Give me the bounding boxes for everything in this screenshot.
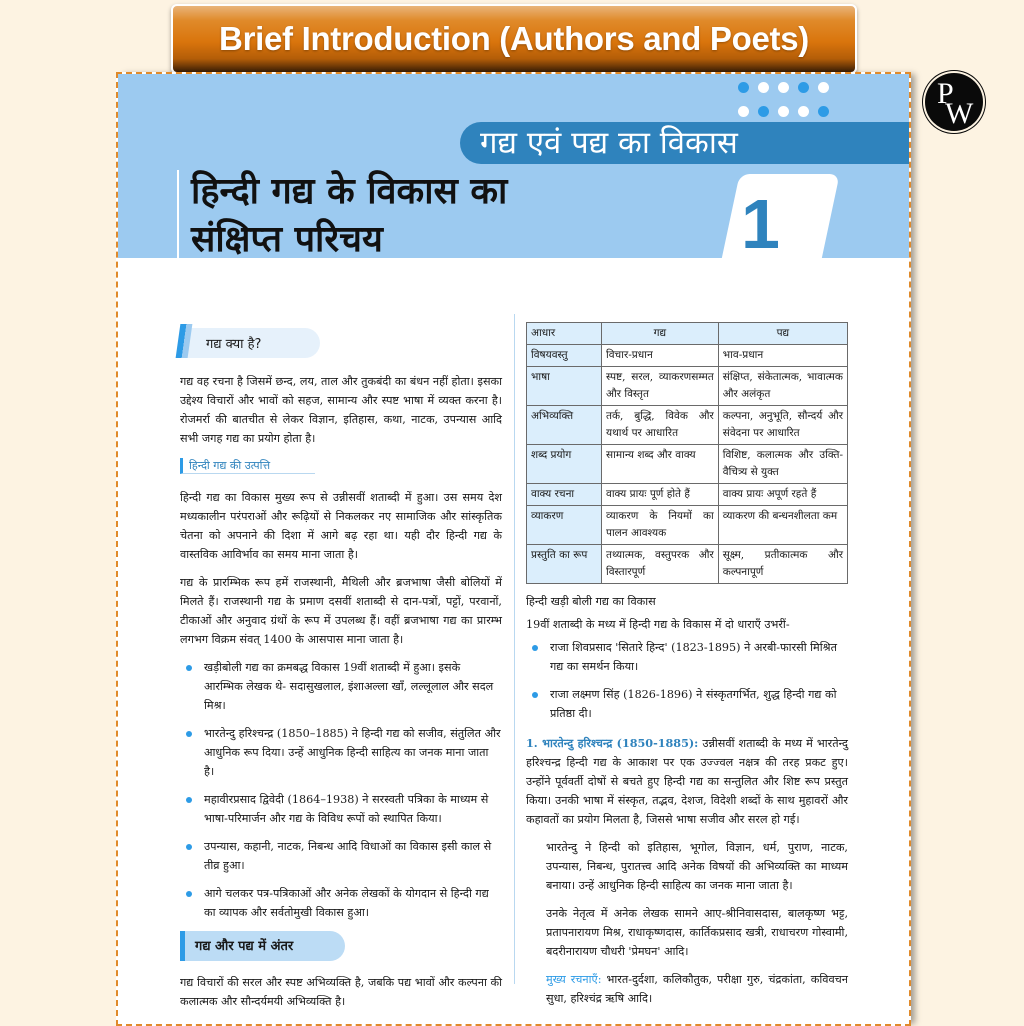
numbered-item [526,734,848,829]
heading-label: गद्य क्या है? [206,337,262,352]
table-cell: वाक्य प्रायः पूर्ण होते हैं [602,484,719,506]
table-cell: विषयवस्तु [527,345,602,367]
table-cell: व्याकरण के नियमों का पालन आवश्यक [602,506,719,545]
paragraph: हिन्दी गद्य का विकास मुख्य रूप से उन्नीसवीं शताब्दी में हुआ। उस समय देश मध्यकालीन परंपराओं और रूढ़ियों से निकलकर नए सामाजिक और सांस्कृतिक चेतना को अपनाने की दिशा में आगे बढ़ रहा था। यही दौर हिन्दी गद्य के वास्तविक आविर्भाव का समय माना जाता है। [180,491,502,561]
table-cell: वाक्य प्रायः अपूर्ण रहते हैं [718,484,847,506]
item-text: उन्नीसवीं शताब्दी के मध्य में भारतेन्दु हरिश्चन्द्र हिन्दी गद्य के आकाश पर एक उज्ज्वल नक्षत्र की तरह प्रकट हुए। उन्होंने पूर्ववर्ती दोषों से बचते हुए हिन्दी गद्य का सन्तुलित और शिष्ट रूप प्रस्तुत किया। उनकी भाषा में संस्कृत, तद्भव, देशज, विदेशी शब्दों के साथ मुहावरों और कहावतों का प्रयोग मिलता है, जिससे भाषा सजीव और सरल हो गई। [526,737,849,827]
table-row [527,484,848,506]
table-cell: तर्क, बुद्धि, विवेक और यथार्थ पर आधारित [602,406,719,445]
title-divider [177,170,179,262]
list-item: भारतेन्दु हरिश्चन्द्र (1850–1885) ने हिन्दी गद्य को सजीव, संतुलित और आधुनिक रूप दिया। उन्हें आधुनिक हिन्दी साहित्य का जनक माना जाता है। [180,724,502,781]
subheading-origin: हिन्दी गद्य की उत्पत्ति [180,458,315,474]
paragraph: गद्य विचारों की सरल और स्पष्ट अभिव्यक्ति है, जबकि पद्य भावों और कल्पना की कलात्मक और सौन्दर्यमयी अभिव्यक्ति है। [180,976,502,1008]
top-banner [171,4,857,74]
table-cell: व्याकरण [527,506,602,545]
table-row [527,545,848,584]
section-pill: गद्य एवं पद्य का विकास [460,122,911,164]
table-cell: भाषा [527,367,602,406]
table-row [527,345,848,367]
table-header: गद्य [602,323,719,345]
banner-title: Brief Introduction (Authors and Poets) [219,20,809,57]
table-header: पद्य [718,323,847,345]
chapter-title [191,168,507,264]
table-cell: सूक्ष्म, प्रतीकात्मक और कल्पनापूर्ण [718,545,847,584]
table-row [527,367,848,406]
heading-what-is-prose [180,328,320,358]
table-cell: भाव-प्रधान [718,345,847,367]
list-item: आगे चलकर पत्र-पत्रिकाओं और अनेक लेखकों के योगदान से हिन्दी गद्य का व्यापक और सर्वतोमुखी विकास हुआ। [180,884,502,922]
ribbon-tab-icon [176,324,193,358]
chapter-title-line1: हिन्दी गद्य के विकास का [191,171,508,212]
paragraph: गद्य के प्रारम्भिक रूप हमें राजस्थानी, मैथिली और ब्रजभाषा जैसी बोलियों में मिलते हैं। राजस्थानी गद्य के प्रमाण दसवीं शताब्दी से दान-पत्रों, पट्टों, परवानों, टीकाओं और अनुवाद ग्रंथों के रूप में उपलब्ध हैं। वहीं ब्रजभाषा गद्य का प्रारम्भ लगभग विक्रम संवत् 1400 के आसपास माना जाता है। [180,576,502,646]
table-cell: प्रस्तुति का रूप [527,545,602,584]
paragraph: उनके नेतृत्व में अनेक लेखक सामने आए-श्रीनिवासदास, बालकृष्ण भट्ट, प्रतापनारायण मिश्र, राधाकृष्णदास, कार्तिकप्रसाद खत्री, राधाचरण गोस्वामी, बदरीनारायण चौधरी 'प्रेमघन' आदि। [546,907,848,959]
list-item: राजा लक्ष्मण सिंह (1826-1896) ने संस्कृतगर्भित, शुद्ध हिन्दी गद्य को प्रतिष्ठा दी। [526,685,848,723]
chapter-number: 1 [741,185,780,263]
table-cell: व्याकरण की बन्धनशीलता कम [718,506,847,545]
logo-letter-w: W [945,97,974,130]
table-header-row [527,323,848,345]
document-page [116,72,911,1026]
table-cell: कल्पना, अनुभूति, सौन्दर्य और संवेदना पर आधारित [718,406,847,445]
works-text: भारत-दुर्दशा, कलिकौतुक, परीक्षा गुरु, चंद्रकांता, कविवचन सुधा, हरिश्चंद्र ऋषि आदि। [546,973,848,1006]
item-lead: 1. भारतेन्दु हरिश्चन्द्र (1850-1885): [526,736,699,751]
right-column [526,322,848,1017]
paragraph: गद्य वह रचना है जिसमें छन्द, लय, ताल और तुकबंदी का बंधन नहीं होता। इसका उद्देश्य विचारों और भावों को सहज, सामान्य और स्पष्ट भाषा में व्यक्त करना है। रोजमर्रा की बातचीत से लेकर विज्ञान, इतिहास, कथा, नाटक, उपन्यास आदि सभी जगह गद्य का प्रयोग होता है। [180,375,502,445]
column-divider [514,314,515,984]
pw-logo-icon [925,73,983,131]
list-item: राजा शिवप्रसाद 'सितारे हिन्द' (1823-1895) ने अरबी-फारसी मिश्रित गद्य का समर्थन किया। [526,638,848,676]
table-cell: अभिव्यक्ति [527,406,602,445]
table-row [527,506,848,545]
table-cell: तथ्यात्मक, वस्तुपरक और विस्तारपूर्ण [602,545,719,584]
works-label: मुख्य रचनाएँ: [546,973,602,987]
list-item: उपन्यास, कहानी, नाटक, निबन्ध आदि विधाओं का विकास इसी काल से तीव्र हुआ। [180,837,502,875]
logo-letter-p: P [937,77,954,110]
table-cell: विशिष्ट, कलात्मक और उक्ति-वैचित्र्य से युक्त [718,445,847,484]
table-row [527,406,848,445]
comparison-table [526,322,848,584]
paragraph [526,970,848,1008]
paragraph: 19वीं शताब्दी के मध्य में हिन्दी गद्य के विकास में दो धाराएँ उभरीं- [526,618,790,631]
table-cell: शब्द प्रयोग [527,445,602,484]
table-cell: वाक्य रचना [527,484,602,506]
table-cell: संक्षिप्त, संकेतात्मक, भावात्मक और अलंकृत [718,367,847,406]
table-cell: स्पष्ट, सरल, व्याकरणसम्मत और विस्तृत [602,367,719,406]
paragraph: भारतेन्दु ने हिन्दी को इतिहास, भूगोल, विज्ञान, धर्म, पुराण, नाटक, उपन्यास, निबन्ध, पुरातत्त्व आदि अनेक विषयों की अभिव्यक्ति का माध्यम बनाया। उन्हें आधुनिक हिन्दी साहित्य का जनक माना जाता है। [546,841,848,893]
table-header: आधार [527,323,602,345]
chapter-title-line2: संक्षिप्त परिचय [191,219,383,260]
heading-label: गद्य और पद्य में अंतर [195,939,294,954]
paragraph: हिन्दी खड़ी बोली गद्य का विकास [526,595,656,608]
bullet-list [180,658,502,922]
heading-prose-vs-poetry [180,931,345,961]
table-cell: विचार-प्रधान [602,345,719,367]
table-cell: सामान्य शब्द और वाक्य [602,445,719,484]
left-column [180,328,502,1020]
list-item: महावीरप्रसाद द्विवेदी (1864–1938) ने सरस्वती पत्रिका के माध्यम से भाषा-परिमार्जन और गद्य के विविध रूपों को स्थापित किया। [180,790,502,828]
list-item: खड़ीबोली गद्य का क्रमबद्ध विकास 19वीं शताब्दी में हुआ। इसके आरम्भिक लेखक थे- सदासुखलाल, इंशाअल्ला खाँ, लल्लूलाल और सदल मिश्र। [180,658,502,715]
table-row [527,445,848,484]
bullet-list [526,638,848,723]
